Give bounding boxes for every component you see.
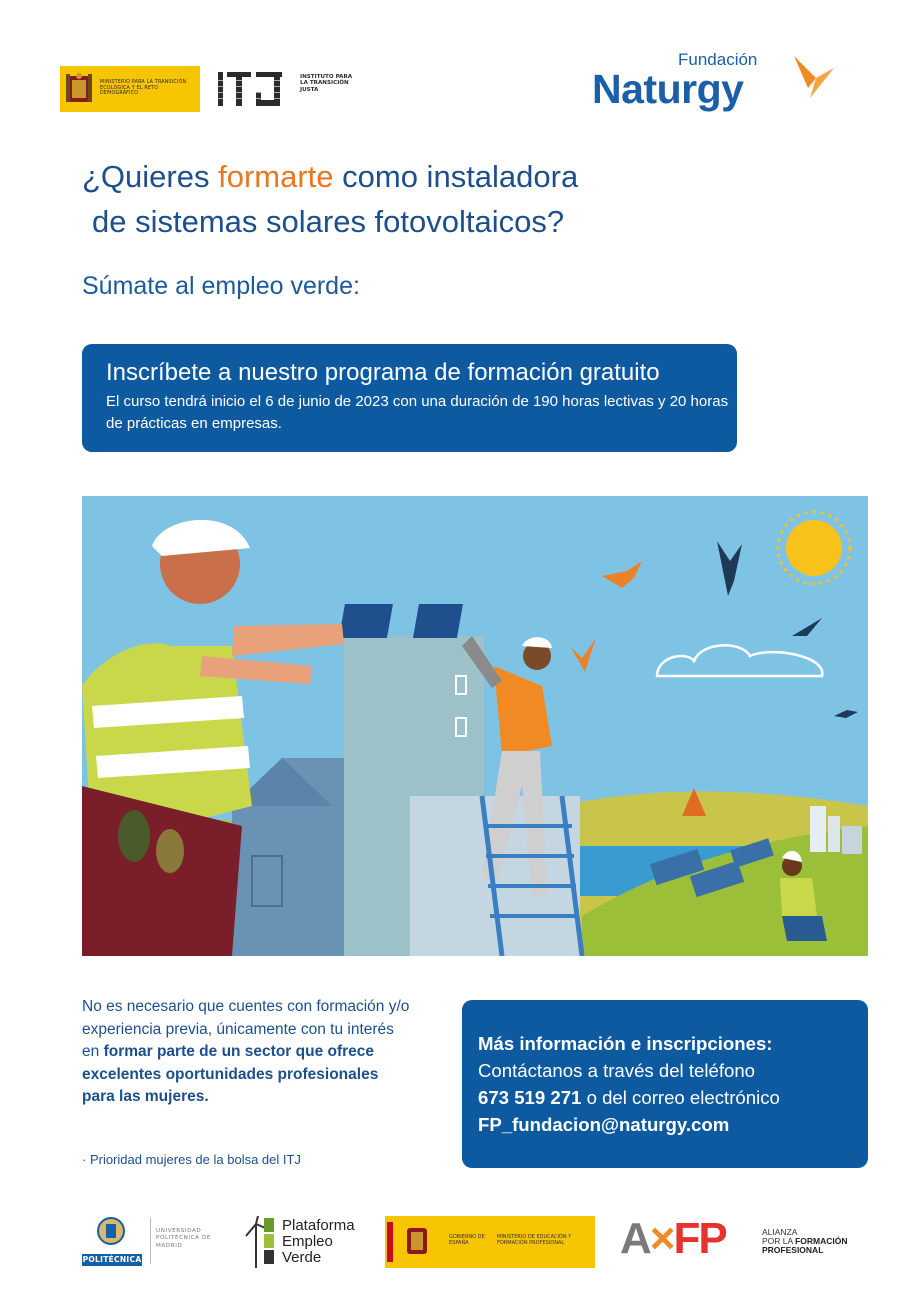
- program-box: [82, 344, 737, 452]
- contact-line1: Contáctanos a través del teléfono: [478, 1060, 756, 1081]
- university-crest-icon: [96, 1216, 126, 1250]
- wind-turbine-icon: [236, 1216, 280, 1272]
- axfp-text: ALIANZA POR LA FORMACIÓN PROFESIONAL: [762, 1227, 848, 1255]
- itj-name: INSTITUTO PARA LA TRANSICIÓN JUSTA: [300, 74, 353, 93]
- headline: [82, 154, 782, 244]
- coat-of-arms-icon: [66, 72, 92, 106]
- pev-line2: Empleo: [282, 1233, 333, 1250]
- tree-icon: [118, 810, 150, 862]
- upm-bar-label: POLITÉCNICA: [82, 1255, 142, 1264]
- naturgy-name: Naturgy: [592, 66, 744, 112]
- itj-logo: [218, 70, 353, 110]
- subtitle: Súmate al empleo verde:: [82, 272, 360, 300]
- headline-highlight: formarte: [218, 159, 334, 194]
- gobierno-education-logo: [385, 1216, 595, 1268]
- pev-line3: Verde: [282, 1249, 322, 1266]
- flag-yellow-stripe: [393, 1222, 399, 1262]
- naturgy-foundation-label: Fundación: [678, 50, 758, 69]
- program-title: Inscríbete a nuestro programa de formación gratuito: [106, 359, 660, 386]
- contact-line2-rest: o del correo electrónico: [581, 1087, 780, 1108]
- ministry-logo: [60, 66, 200, 112]
- solar-installers-illustration: [82, 496, 868, 956]
- pev-line1: Plataforma: [282, 1217, 355, 1234]
- ministry-name: MINISTERIO PARA LA TRANSICIÓN ECOLÓGICA Y EL RETO DEMOGRÁFICO: [100, 80, 187, 97]
- tree-icon: [156, 829, 184, 873]
- naturgy-logo: [592, 50, 842, 116]
- info-plain: No es necesario que cuentes con formación y/o experiencia previa, únicamente con tu interés en: [82, 998, 410, 1061]
- coat-of-arms-icon: [405, 1224, 429, 1258]
- plataforma-empleo-verde-logo: [236, 1216, 366, 1272]
- info-bold: formar parte de un sector que ofrece excelentes oportunidades profesionales para las mujeres.: [82, 1043, 379, 1106]
- upm-divider: [150, 1218, 151, 1264]
- contact-heading: Más información e inscripciones:: [478, 1033, 773, 1054]
- contact-box: [462, 1000, 868, 1168]
- info-paragraph: [82, 996, 412, 1109]
- contact-line2: [478, 1084, 868, 1111]
- pev-text: [282, 1218, 355, 1266]
- distant-tower: [810, 806, 826, 852]
- alianza-fp-logo: [620, 1214, 880, 1268]
- butterfly-icon: [788, 54, 836, 102]
- upm-name: UNIVERSIDAD POLITÉCNICA DE MADRID: [156, 1228, 211, 1249]
- ministry-education-label: MINISTERIO DE EDUCACIÓN Y FORMACIÓN PROFESIONAL: [497, 1234, 572, 1246]
- contact-phone[interactable]: 673 519 271: [478, 1087, 582, 1108]
- headline-part2: como instaladora: [333, 159, 579, 194]
- headline-line2: de sistemas solares fotovoltaicos?: [92, 204, 565, 239]
- axfp-wordmark: A×FP: [620, 1214, 726, 1263]
- gobierno-label: GOBIERNO DE ESPAÑA: [449, 1234, 485, 1246]
- program-detail: El curso tendrá inicio el 6 de junio de 2023 con una duración de 190 horas lectivas y 20 horas de prácticas en empresas.: [106, 393, 729, 432]
- priority-note: · Prioridad mujeres de la bolsa del ITJ: [82, 1152, 301, 1167]
- itj-mark-icon: [218, 72, 294, 106]
- headline-part1: ¿Quieres: [82, 159, 219, 194]
- contact-email[interactable]: FP_fundacion@naturgy.com: [478, 1114, 730, 1135]
- upm-logo: [82, 1216, 212, 1268]
